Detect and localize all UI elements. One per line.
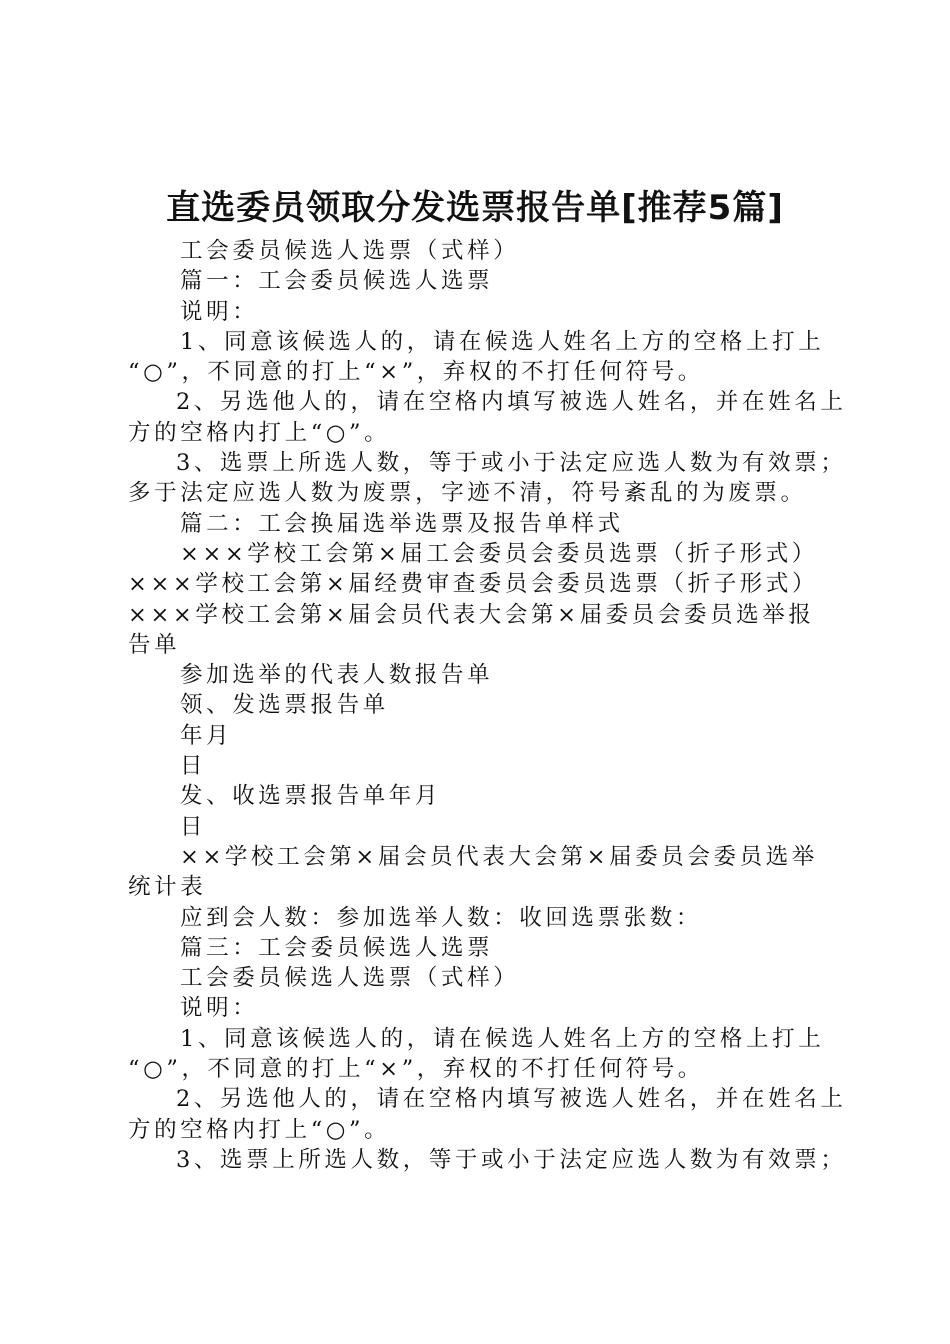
paragraph-line: 日 bbox=[180, 753, 207, 780]
paragraph-line: 篇二：工会换届选举选票及报告单样式 bbox=[180, 510, 624, 537]
paragraph-line: ×××学校工会第×届工会委员会委员选票（折子形式） bbox=[180, 540, 818, 567]
paragraph-line: 日 bbox=[180, 813, 207, 840]
paragraph-line: 2、另选他人的，请在空格内填写被选人姓名，并在姓名上 bbox=[176, 389, 847, 416]
paragraph-line: 告单 bbox=[128, 631, 181, 658]
paragraph-line: ××学校工会第×届会员代表大会第×届委员会委员选举 bbox=[180, 843, 818, 870]
paragraph-line: 领、发选票报告单 bbox=[180, 692, 389, 719]
paragraph-line: 1、同意该候选人的，请在候选人姓名上方的空格上打上 bbox=[180, 328, 825, 355]
paragraph-line: 发、收选票报告单年月 bbox=[180, 783, 442, 810]
paragraph-line: 说明： bbox=[180, 995, 259, 1022]
paragraph-line: 说明： bbox=[180, 298, 259, 325]
paragraph-line: 篇三：工会委员候选人选票 bbox=[180, 934, 494, 961]
paragraph-line: ×××学校工会第×届会员代表大会第×届委员会委员选举报 bbox=[128, 601, 815, 628]
paragraph-line: ×××学校工会第×届经费审查委员会委员选票（折子形式） bbox=[128, 571, 819, 598]
paragraph-line: “○”，不同意的打上“×”，弃权的不打任何符号。 bbox=[128, 359, 704, 386]
paragraph-line: 参加选举的代表人数报告单 bbox=[180, 662, 494, 689]
paragraph-line: 年月 bbox=[180, 722, 233, 749]
paragraph-line: 2、另选他人的，请在空格内填写被选人姓名，并在姓名上 bbox=[176, 1086, 847, 1113]
paragraph-line: 方的空格内打上“○”。 bbox=[128, 419, 391, 446]
paragraph-line: 工会委员候选人选票（式样） bbox=[180, 238, 520, 264]
paragraph-line: 篇一：工会委员候选人选票 bbox=[180, 268, 494, 295]
paragraph-line: “○”，不同意的打上“×”，弃权的不打任何符号。 bbox=[128, 1056, 704, 1083]
paragraph-line: 方的空格内打上“○”。 bbox=[128, 1116, 391, 1143]
paragraph-line: 工会委员候选人选票（式样） bbox=[180, 965, 520, 992]
document-body bbox=[128, 236, 847, 1175]
paragraph-line: 1、同意该候选人的，请在候选人姓名上方的空格上打上 bbox=[180, 1025, 825, 1052]
paragraph-line: 统计表 bbox=[128, 874, 207, 901]
paragraph-line: 3、选票上所选人数，等于或小于法定应选人数为有效票； bbox=[176, 1146, 847, 1173]
paragraph-line: 多于法定应选人数为废票，字迹不清，符号紊乱的为废票。 bbox=[128, 480, 807, 507]
paragraph-line: 应到会人数：参加选举人数：收回选票张数： bbox=[180, 904, 703, 931]
document-title: 直选委员领取分发选票报告单[推荐5篇] bbox=[166, 188, 784, 228]
paragraph-line: 3、选票上所选人数，等于或小于法定应选人数为有效票； bbox=[176, 450, 847, 477]
